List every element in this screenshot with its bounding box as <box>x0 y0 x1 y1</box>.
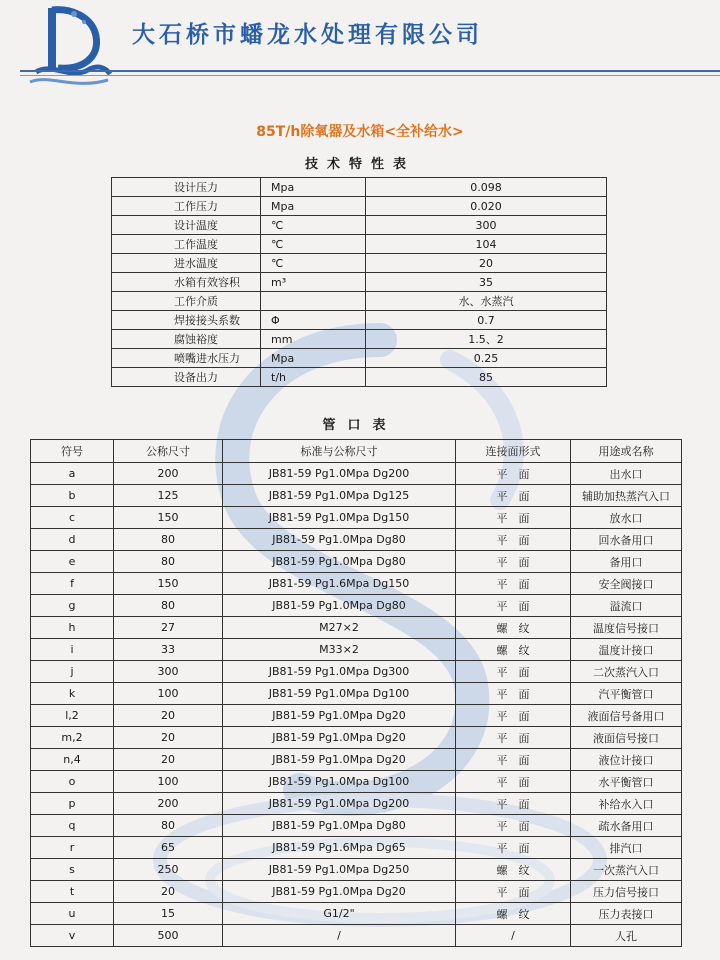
pipe-standard: JB81-59 Pg1.0Mpa Dg80 <box>223 815 456 837</box>
pipe-symbol: q <box>31 815 114 837</box>
spec-value: 0.7 <box>366 311 607 330</box>
spec-unit: ℃ <box>261 216 366 235</box>
pipe-purpose: 温度信号接口 <box>571 617 682 639</box>
pipe-symbol: i <box>31 639 114 661</box>
spec-value: 35 <box>366 273 607 292</box>
spec-unit: Mpa <box>261 197 366 216</box>
pipe-connection: 螺 纹 <box>456 859 571 881</box>
pipe-nominal-size: 20 <box>114 705 223 727</box>
spec-unit <box>261 292 366 311</box>
table-row <box>31 837 682 859</box>
pipe-table-header-row <box>31 440 682 463</box>
pipe-purpose: 汽平衡管口 <box>571 683 682 705</box>
spec-name: 进水温度 <box>112 254 261 273</box>
document-title: 85T/h除氧器及水箱<全补给水> <box>256 124 464 140</box>
pipe-standard: M27×2 <box>223 617 456 639</box>
pipe-symbol: u <box>31 903 114 925</box>
pipe-table-body <box>31 463 682 947</box>
pipe-connection: 平 面 <box>456 683 571 705</box>
spec-row <box>112 311 607 330</box>
pipe-connection: 平 面 <box>456 771 571 793</box>
spec-value: 104 <box>366 235 607 254</box>
table-row <box>31 507 682 529</box>
pipe-connection: 平 面 <box>456 815 571 837</box>
pipe-symbol: p <box>31 793 114 815</box>
pipe-nominal-size: 80 <box>114 595 223 617</box>
table-row <box>31 463 682 485</box>
pipe-connection: 平 面 <box>456 463 571 485</box>
spec-row <box>112 216 607 235</box>
table-row <box>31 793 682 815</box>
table-row <box>31 815 682 837</box>
pipe-purpose: 压力信号接口 <box>571 881 682 903</box>
pipe-standard: JB81-59 Pg1.6Mpa Dg65 <box>223 837 456 859</box>
spec-unit: Mpa <box>261 178 366 197</box>
pipe-nominal-size: 80 <box>114 529 223 551</box>
pipe-connection: 平 面 <box>456 551 571 573</box>
table-row <box>31 683 682 705</box>
pipe-purpose: 放水口 <box>571 507 682 529</box>
table-row <box>31 705 682 727</box>
pipe-standard: JB81-59 Pg1.0Mpa Dg80 <box>223 595 456 617</box>
spec-unit: t/h <box>261 368 366 387</box>
spec-row <box>112 273 607 292</box>
pipe-symbol: v <box>31 925 114 947</box>
pipe-nominal-size: 125 <box>114 485 223 507</box>
pipe-purpose: 水平衡管口 <box>571 771 682 793</box>
pipe-nominal-size: 150 <box>114 573 223 595</box>
pipe-nominal-size: 80 <box>114 551 223 573</box>
pipe-standard: JB81-59 Pg1.0Mpa Dg125 <box>223 485 456 507</box>
spec-value: 20 <box>366 254 607 273</box>
pipe-purpose: 液面信号备用口 <box>571 705 682 727</box>
pipe-nominal-size: 500 <box>114 925 223 947</box>
pipe-connection: 平 面 <box>456 705 571 727</box>
pipe-header-purpose: 用途或名称 <box>571 440 682 463</box>
pipe-connection: / <box>456 925 571 947</box>
spec-unit: Φ <box>261 311 366 330</box>
pipe-header-connection: 连接面形式 <box>456 440 571 463</box>
pipe-connection: 平 面 <box>456 727 571 749</box>
table-row <box>31 529 682 551</box>
pipe-purpose: 出水口 <box>571 463 682 485</box>
pipe-purpose: 温度计接口 <box>571 639 682 661</box>
pipe-symbol: k <box>31 683 114 705</box>
pipe-nominal-size: 200 <box>114 463 223 485</box>
pipe-standard: JB81-59 Pg1.0Mpa Dg200 <box>223 463 456 485</box>
pipe-standard: JB81-59 Pg1.0Mpa Dg100 <box>223 683 456 705</box>
pipe-symbol: s <box>31 859 114 881</box>
pipe-standard: G1/2" <box>223 903 456 925</box>
table-row <box>31 859 682 881</box>
table-row <box>31 485 682 507</box>
page-header <box>0 0 720 100</box>
spec-name: 设计压力 <box>112 178 261 197</box>
table-row <box>31 595 682 617</box>
spec-name: 腐蚀裕度 <box>112 330 261 349</box>
table-row <box>31 639 682 661</box>
pipe-purpose: 备用口 <box>571 551 682 573</box>
spec-name: 工作介质 <box>112 292 261 311</box>
pipe-connection: 平 面 <box>456 507 571 529</box>
spec-row <box>112 197 607 216</box>
table-row <box>31 727 682 749</box>
pipe-connection: 平 面 <box>456 837 571 859</box>
pipe-connection: 平 面 <box>456 529 571 551</box>
pipe-standard: / <box>223 925 456 947</box>
spec-name: 设计温度 <box>112 216 261 235</box>
pipe-standard: JB81-59 Pg1.0Mpa Dg80 <box>223 551 456 573</box>
pipe-connection: 平 面 <box>456 793 571 815</box>
pipe-nominal-size: 65 <box>114 837 223 859</box>
pipe-connection: 平 面 <box>456 881 571 903</box>
spec-row <box>112 178 607 197</box>
pipe-purpose: 溢流口 <box>571 595 682 617</box>
pipe-purpose: 排汽口 <box>571 837 682 859</box>
spec-row <box>112 235 607 254</box>
spec-value: 0.020 <box>366 197 607 216</box>
pipe-purpose: 安全阀接口 <box>571 573 682 595</box>
pipe-symbol: f <box>31 573 114 595</box>
table-row <box>31 771 682 793</box>
pipe-standard: JB81-59 Pg1.0Mpa Dg20 <box>223 705 456 727</box>
pipe-standard: JB81-59 Pg1.0Mpa Dg20 <box>223 749 456 771</box>
pipe-nominal-size: 150 <box>114 507 223 529</box>
pipe-standard: JB81-59 Pg1.0Mpa Dg150 <box>223 507 456 529</box>
spec-unit: Mpa <box>261 349 366 368</box>
pipe-symbol: n,4 <box>31 749 114 771</box>
pipe-nominal-size: 27 <box>114 617 223 639</box>
pipe-connection: 螺 纹 <box>456 617 571 639</box>
table-row <box>31 925 682 947</box>
spec-unit: ℃ <box>261 254 366 273</box>
pipe-symbol: b <box>31 485 114 507</box>
pipe-symbol: c <box>31 507 114 529</box>
spec-row <box>112 254 607 273</box>
pipe-nominal-size: 200 <box>114 793 223 815</box>
spec-name: 水箱有效容积 <box>112 273 261 292</box>
pipe-symbol: g <box>31 595 114 617</box>
pipe-symbol: l,2 <box>31 705 114 727</box>
table-row <box>31 661 682 683</box>
pipe-symbol: d <box>31 529 114 551</box>
spec-table <box>111 177 607 387</box>
spec-name: 工作温度 <box>112 235 261 254</box>
pipe-nominal-size: 33 <box>114 639 223 661</box>
pipe-standard: JB81-59 Pg1.0Mpa Dg200 <box>223 793 456 815</box>
pipe-symbol: t <box>31 881 114 903</box>
pipe-symbol: r <box>31 837 114 859</box>
pipe-connection: 平 面 <box>456 661 571 683</box>
pipe-connection: 平 面 <box>456 485 571 507</box>
spec-value: 水、水蒸汽 <box>366 292 607 311</box>
spec-name: 设备出力 <box>112 368 261 387</box>
pipe-connection: 螺 纹 <box>456 903 571 925</box>
pipe-connection: 平 面 <box>456 595 571 617</box>
pipe-nominal-size: 100 <box>114 771 223 793</box>
pipe-nominal-size: 20 <box>114 881 223 903</box>
pipe-purpose: 辅助加热蒸汽入口 <box>571 485 682 507</box>
pipe-purpose: 一次蒸汽入口 <box>571 859 682 881</box>
pipe-nominal-size: 20 <box>114 749 223 771</box>
spec-table-body <box>112 178 607 387</box>
pipe-nominal-size: 250 <box>114 859 223 881</box>
spec-row <box>112 368 607 387</box>
pipe-purpose: 液面信号接口 <box>571 727 682 749</box>
spec-name: 工作压力 <box>112 197 261 216</box>
pipe-symbol: a <box>31 463 114 485</box>
pipe-symbol: o <box>31 771 114 793</box>
spec-row <box>112 349 607 368</box>
spec-row <box>112 330 607 349</box>
pipe-nominal-size: 100 <box>114 683 223 705</box>
spec-name: 焊接接头系数 <box>112 311 261 330</box>
pipe-symbol: e <box>31 551 114 573</box>
spec-table-caption: 技术特性表 <box>304 157 415 172</box>
table-row <box>31 573 682 595</box>
pipe-header-nominal-size: 公称尺寸 <box>114 440 223 463</box>
pipe-table <box>30 439 682 947</box>
header-rule <box>20 70 720 72</box>
pipe-standard: JB81-59 Pg1.6Mpa Dg150 <box>223 573 456 595</box>
table-row <box>31 749 682 771</box>
pipe-header-symbol: 符号 <box>31 440 114 463</box>
pipe-standard: JB81-59 Pg1.0Mpa Dg300 <box>223 661 456 683</box>
spec-row <box>112 292 607 311</box>
pipe-purpose: 疏水备用口 <box>571 815 682 837</box>
spec-name: 喷嘴进水压力 <box>112 349 261 368</box>
table-row <box>31 551 682 573</box>
pipe-standard: JB81-59 Pg1.0Mpa Dg100 <box>223 771 456 793</box>
spec-value: 300 <box>366 216 607 235</box>
pipe-standard: M33×2 <box>223 639 456 661</box>
pipe-purpose: 液位计接口 <box>571 749 682 771</box>
table-row <box>31 903 682 925</box>
pipe-purpose: 回水备用口 <box>571 529 682 551</box>
spec-value: 0.098 <box>366 178 607 197</box>
header-rule-thin <box>20 75 720 76</box>
pipe-standard: JB81-59 Pg1.0Mpa Dg20 <box>223 881 456 903</box>
pipe-standard: JB81-59 Pg1.0Mpa Dg250 <box>223 859 456 881</box>
pipe-purpose: 补给水入口 <box>571 793 682 815</box>
pipe-symbol: h <box>31 617 114 639</box>
pipe-nominal-size: 20 <box>114 727 223 749</box>
pipe-nominal-size: 80 <box>114 815 223 837</box>
spec-unit: ℃ <box>261 235 366 254</box>
pipe-symbol: m,2 <box>31 727 114 749</box>
pipe-nominal-size: 300 <box>114 661 223 683</box>
spec-unit: mm <box>261 330 366 349</box>
table-row <box>31 617 682 639</box>
pipe-purpose: 人孔 <box>571 925 682 947</box>
spec-unit: m³ <box>261 273 366 292</box>
pipe-symbol: j <box>31 661 114 683</box>
spec-value: 0.25 <box>366 349 607 368</box>
table-row <box>31 881 682 903</box>
pipe-header-standard: 标准与公称尺寸 <box>223 440 456 463</box>
pipe-connection: 平 面 <box>456 573 571 595</box>
pipe-connection: 平 面 <box>456 749 571 771</box>
pipe-table-caption: 管口表 <box>322 418 398 433</box>
pipe-standard: JB81-59 Pg1.0Mpa Dg80 <box>223 529 456 551</box>
pipe-purpose: 二次蒸汽入口 <box>571 661 682 683</box>
spec-value: 1.5、2 <box>366 330 607 349</box>
pipe-nominal-size: 15 <box>114 903 223 925</box>
pipe-standard: JB81-59 Pg1.0Mpa Dg20 <box>223 727 456 749</box>
pipe-connection: 螺 纹 <box>456 639 571 661</box>
pipe-purpose: 压力表接口 <box>571 903 682 925</box>
company-name: 大石桥市蟠龙水处理有限公司 <box>132 22 483 48</box>
spec-value: 85 <box>366 368 607 387</box>
